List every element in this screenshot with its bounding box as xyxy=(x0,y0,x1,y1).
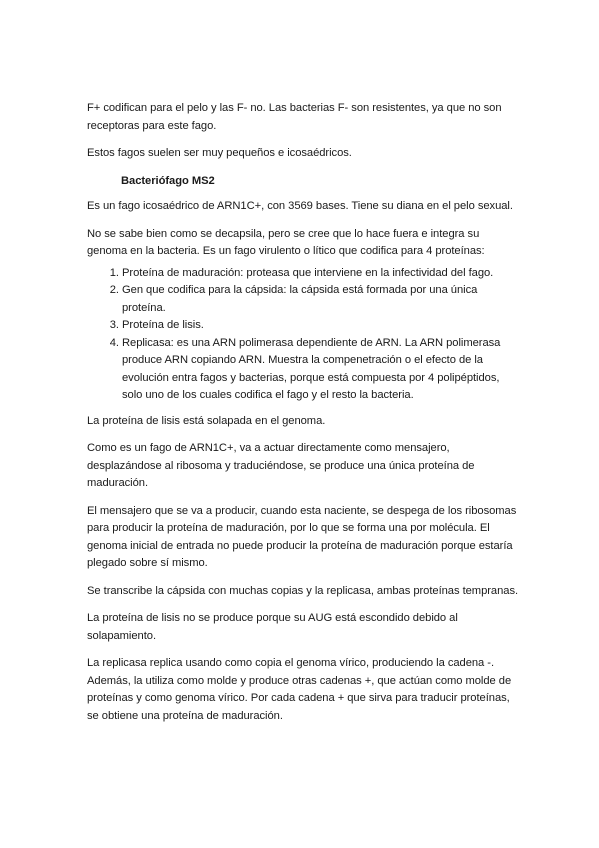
section-heading-ms2: Bacteriófago MS2 xyxy=(121,174,215,187)
paragraph-decapsidation: No se sabe bien como se decapsila, pero se cree que lo hace fuera e integra su genoma en la bacteria. Es un fago virulento o lítico que codifica para 4 proteínas: xyxy=(87,227,485,257)
paragraph-messenger: Como es un fago de ARN1C+, va a actuar directamente como mensajero, desplazándose al ribosoma y traduciéndose, se produce una única proteína de maduración. xyxy=(87,442,475,489)
paragraph-lysis-aug: La proteína de lisis no se produce porque su AUG está escondido debido al solapamiento. xyxy=(87,612,458,642)
paragraph-capsid-transcription: Se transcribe la cápsida con muchas copias y la replicasa, ambas proteínas tempranas. xyxy=(87,584,519,597)
paragraph-phage-size: Estos fagos suelen ser muy pequeños e icosaédricos. xyxy=(87,147,352,159)
list-item: 1. Proteína de maduración: proteasa que interviene en la infectividad del fago. xyxy=(122,265,519,283)
list-item: 4. Replicasa: es una ARN polimerasa dependiente de ARN. La ARN polimerasa produce ARN copiando ARN. Muestra la compenetración o el efecto de la evolución entra fagos y bacterias, porque está compuesta por 4 polipéptidos, solo uno de los cuales codifica el fago y el resto la bacteria. xyxy=(122,335,519,405)
paragraph-lysis-overlap: La proteína de lisis está solapada en el genoma. xyxy=(87,414,326,427)
paragraph-ms2-intro: Es un fago icosaédrico de ARN1C+, con 3569 bases. Tiene su diana en el pelo sexual. xyxy=(87,200,513,212)
protein-list xyxy=(87,265,519,405)
paragraph-replicase: La replicasa replica usando como copia el genoma vírico, produciendo la cadena -. Además, la utiliza como molde y produce otras cadenas +, que actúan como molde de proteínas y como genoma vírico. Por cada cadena + que sirva para traducir proteínas, se obtiene una proteína de maduración. xyxy=(87,657,512,722)
list-item: 2. Gen que codifica para la cápsida: la cápsida está formada por una única proteína. xyxy=(122,282,519,317)
document-body xyxy=(87,100,519,735)
list-item: 3. Proteína de lisis. xyxy=(122,317,519,335)
paragraph-f-plus: F+ codifican para el pelo y las F- no. Las bacterias F- son resistentes, ya que no son receptoras para este fago. xyxy=(87,102,502,132)
paragraph-maturation: El mensajero que se va a producir, cuando esta naciente, se despega de los ribosomas para producir la proteína de maduración, por lo que se forma una por molécula. El genoma inicial de entrada no puede producir la proteína de maduración porque estaría plegado sobre sí mismo. xyxy=(87,504,517,569)
